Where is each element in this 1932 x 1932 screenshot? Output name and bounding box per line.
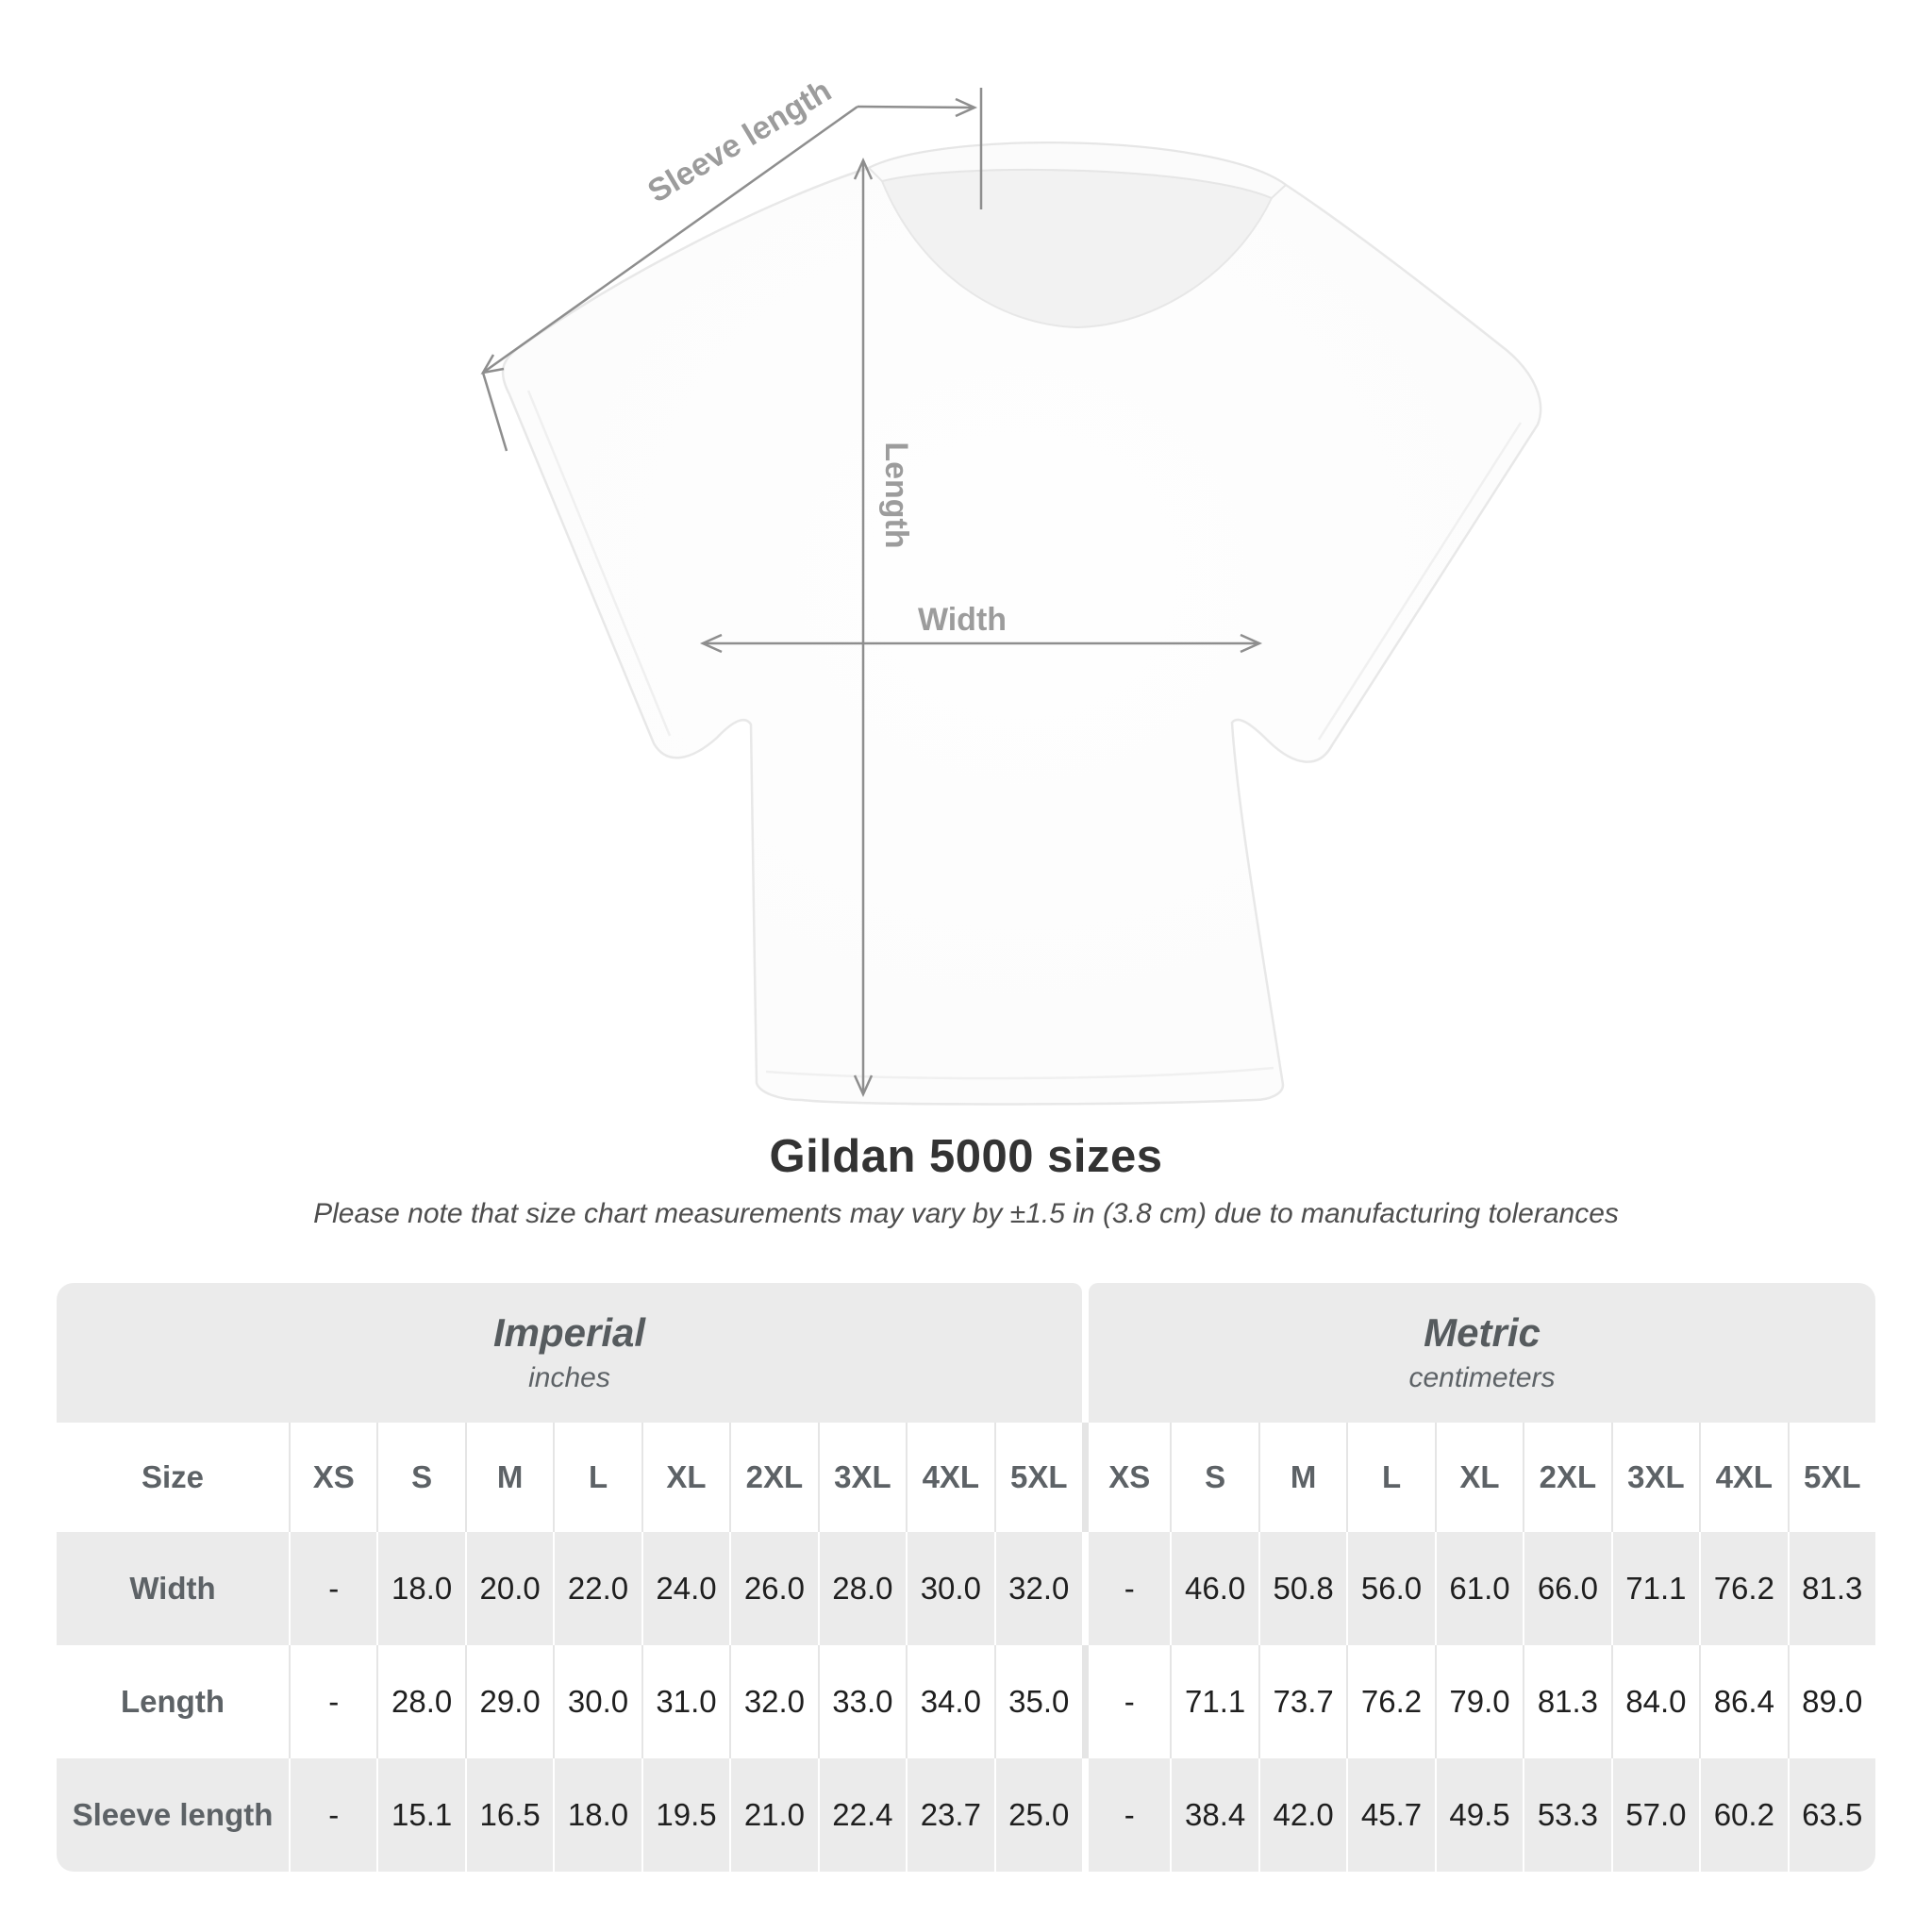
value-sleeve-length-metric-5xl: 63.5 [1788, 1758, 1875, 1872]
value-sleeve-length-metric-l: 45.7 [1346, 1758, 1434, 1872]
size-header-row [57, 1423, 1875, 1532]
value-length-metric-4xl: 86.4 [1699, 1645, 1787, 1758]
size-header-metric-2xl: 2XL [1523, 1423, 1610, 1532]
size-header-imperial-l: L [553, 1423, 641, 1532]
value-width-metric-4xl: 76.2 [1699, 1532, 1787, 1645]
value-width-metric-3xl: 71.1 [1611, 1532, 1699, 1645]
value-length-imperial-xs: - [289, 1645, 376, 1758]
value-sleeve-length-metric-m: 42.0 [1258, 1758, 1346, 1872]
value-sleeve-length-imperial-xs: - [289, 1758, 376, 1872]
size-header-imperial-2xl: 2XL [729, 1423, 817, 1532]
value-length-imperial-s: 28.0 [376, 1645, 464, 1758]
row-label-length: Length [121, 1684, 225, 1719]
value-sleeve-length-metric-xs: - [1082, 1758, 1170, 1872]
value-width-imperial-xl: 24.0 [641, 1532, 729, 1645]
length-label: Length [878, 441, 914, 549]
page-title: Gildan 5000 sizes [769, 1131, 1163, 1182]
value-sleeve-length-metric-s: 38.4 [1170, 1758, 1257, 1872]
value-length-imperial-2xl: 32.0 [729, 1645, 817, 1758]
metric-section-header [1089, 1283, 1875, 1423]
size-header-imperial-5xl: 5XL [994, 1423, 1082, 1532]
value-length-metric-5xl: 89.0 [1788, 1645, 1875, 1758]
row-label-width: Width [129, 1571, 216, 1606]
metric-section-unit: centimeters [1408, 1362, 1556, 1393]
size-header-imperial-3xl: 3XL [818, 1423, 906, 1532]
value-width-imperial-m: 20.0 [465, 1532, 553, 1645]
imperial-section-title: Imperial [492, 1310, 646, 1355]
imperial-section-unit: inches [528, 1362, 610, 1393]
size-header-imperial-m: M [465, 1423, 553, 1532]
value-sleeve-length-imperial-3xl: 22.4 [818, 1758, 906, 1872]
value-width-metric-s: 46.0 [1170, 1532, 1257, 1645]
value-length-metric-s: 71.1 [1170, 1645, 1257, 1758]
value-width-metric-5xl: 81.3 [1788, 1532, 1875, 1645]
value-length-metric-xl: 79.0 [1435, 1645, 1523, 1758]
value-width-imperial-2xl: 26.0 [729, 1532, 817, 1645]
value-width-imperial-l: 22.0 [553, 1532, 641, 1645]
value-length-imperial-m: 29.0 [465, 1645, 553, 1758]
value-sleeve-length-metric-xl: 49.5 [1435, 1758, 1523, 1872]
imperial-section-header [57, 1283, 1082, 1423]
size-header-metric-xs: XS [1082, 1423, 1170, 1532]
value-sleeve-length-imperial-s: 15.1 [376, 1758, 464, 1872]
measurement-row-sleeve-length [57, 1758, 1875, 1872]
value-width-metric-2xl: 66.0 [1523, 1532, 1610, 1645]
size-header-metric-l: L [1346, 1423, 1434, 1532]
value-width-imperial-5xl: 32.0 [994, 1532, 1082, 1645]
value-length-metric-3xl: 84.0 [1611, 1645, 1699, 1758]
row-label-sleeve-length: Sleeve length [72, 1797, 274, 1832]
size-header-metric-3xl: 3XL [1611, 1423, 1699, 1532]
value-length-imperial-4xl: 34.0 [906, 1645, 993, 1758]
value-sleeve-length-metric-4xl: 60.2 [1699, 1758, 1787, 1872]
measurement-row-length [57, 1645, 1875, 1758]
size-header-metric-xl: XL [1435, 1423, 1523, 1532]
value-sleeve-length-imperial-xl: 19.5 [641, 1758, 729, 1872]
value-sleeve-length-imperial-4xl: 23.7 [906, 1758, 993, 1872]
value-width-imperial-3xl: 28.0 [818, 1532, 906, 1645]
size-grid [57, 1423, 1875, 1872]
value-sleeve-length-imperial-m: 16.5 [465, 1758, 553, 1872]
value-width-imperial-4xl: 30.0 [906, 1532, 993, 1645]
size-header-metric-s: S [1170, 1423, 1257, 1532]
value-sleeve-length-metric-3xl: 57.0 [1611, 1758, 1699, 1872]
value-length-imperial-l: 30.0 [553, 1645, 641, 1758]
value-length-metric-l: 76.2 [1346, 1645, 1434, 1758]
measurement-row-width [57, 1532, 1875, 1645]
size-header-imperial-xs: XS [289, 1423, 376, 1532]
width-label: Width [917, 602, 1008, 638]
value-sleeve-length-imperial-l: 18.0 [553, 1758, 641, 1872]
value-width-metric-xs: - [1082, 1532, 1170, 1645]
value-width-metric-l: 56.0 [1346, 1532, 1434, 1645]
value-width-metric-m: 50.8 [1258, 1532, 1346, 1645]
value-length-metric-m: 73.7 [1258, 1645, 1346, 1758]
size-header-metric-4xl: 4XL [1699, 1423, 1787, 1532]
size-header-imperial-4xl: 4XL [906, 1423, 993, 1532]
value-sleeve-length-metric-2xl: 53.3 [1523, 1758, 1610, 1872]
unit-section-band [57, 1283, 1875, 1423]
size-header-metric-m: M [1258, 1423, 1346, 1532]
page-subtitle: Please note that size chart measurements may vary by ±1.5 in (3.8 cm) due to manufacturing tolerances [313, 1198, 1619, 1229]
size-table [57, 1283, 1875, 1872]
value-width-metric-xl: 61.0 [1435, 1532, 1523, 1645]
sleeve-length-label: Sleeve length [641, 72, 838, 210]
size-header-metric-5xl: 5XL [1788, 1423, 1875, 1532]
value-width-imperial-xs: - [289, 1532, 376, 1645]
value-length-imperial-3xl: 33.0 [818, 1645, 906, 1758]
value-length-metric-2xl: 81.3 [1523, 1645, 1610, 1758]
value-width-imperial-s: 18.0 [376, 1532, 464, 1645]
size-header-imperial-xl: XL [641, 1423, 729, 1532]
value-length-imperial-xl: 31.0 [641, 1645, 729, 1758]
value-length-imperial-5xl: 35.0 [994, 1645, 1082, 1758]
value-sleeve-length-imperial-5xl: 25.0 [994, 1758, 1082, 1872]
metric-section-title: Metric [1424, 1310, 1541, 1355]
size-header-imperial-s: S [376, 1423, 464, 1532]
size-column-header: Size [141, 1459, 205, 1494]
value-length-metric-xs: - [1082, 1645, 1170, 1758]
value-sleeve-length-imperial-2xl: 21.0 [729, 1758, 817, 1872]
